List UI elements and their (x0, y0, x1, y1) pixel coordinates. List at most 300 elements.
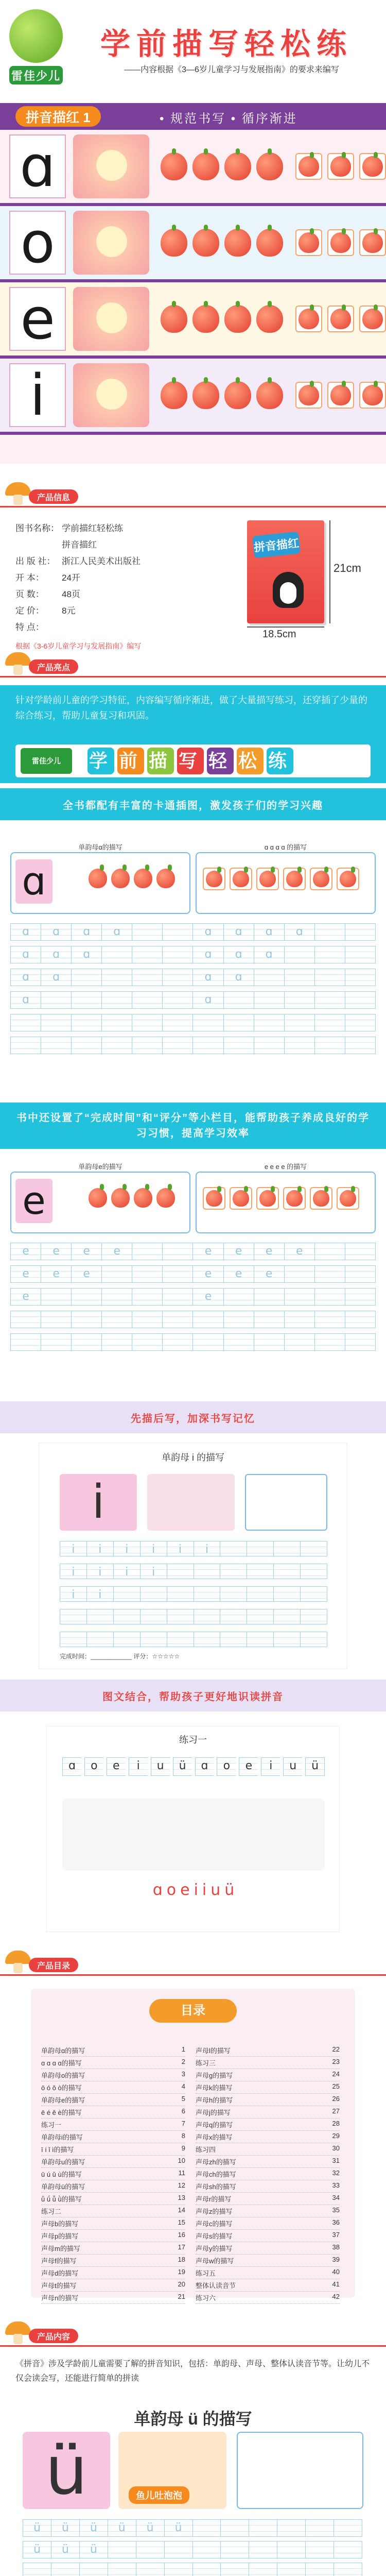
apple-icon (156, 1188, 175, 1208)
apple-box (283, 868, 306, 890)
toc-item (41, 2206, 185, 2217)
toc-item-title: 声母g的描写 (196, 2072, 233, 2079)
writing-cell (162, 1037, 192, 1054)
writing-cell (300, 1609, 327, 1624)
writing-cell (334, 2563, 362, 2576)
series-title-char: 前 (117, 748, 144, 774)
toc-item-title: 声母y的描写 (196, 2245, 233, 2252)
writing-cell (132, 991, 162, 1009)
practice-tone-card (196, 1163, 376, 1233)
mushroom-icon (5, 1951, 31, 1973)
apple-box (283, 1187, 306, 1210)
writing-cell (132, 946, 162, 963)
writing-cell (249, 2541, 277, 2558)
writing-cell: e (239, 1757, 258, 1776)
info-value: 8元 (62, 606, 76, 616)
toc-item-title: ō ó ǒ ò的描写 (41, 2084, 82, 2092)
writing-cell (132, 1333, 162, 1351)
writing-cell: i (113, 1541, 140, 1556)
writing-cell (345, 1333, 376, 1351)
section-tag: 产品内容 (29, 2329, 78, 2343)
apple-icon (286, 871, 303, 887)
practice-title: 单韵母 i 的描写 (161, 1452, 224, 1463)
toc-item (196, 2280, 340, 2292)
apple-box-row (203, 1187, 359, 1210)
writing-cell (345, 1265, 376, 1283)
answer-letter: i (202, 1881, 207, 1899)
toc-item-page: 15 (178, 2218, 185, 2226)
mini-logo: 雷佳少儿 (21, 748, 72, 774)
writing-row (10, 969, 376, 986)
product-info (10, 520, 376, 650)
divider (0, 2345, 386, 2347)
writing-cell (300, 1541, 327, 1556)
writing-cell (254, 1333, 284, 1351)
toc-item-page: 22 (332, 2045, 340, 2053)
toc-item (196, 2231, 340, 2242)
tree-logo-icon (9, 9, 63, 63)
hero-letter: ɑ (9, 134, 66, 198)
apple-icon (134, 869, 152, 888)
hero-subtitle: ——内容根据《3—6岁儿童学习与发展指南》的要求来编写 (124, 65, 339, 74)
writing-cell (220, 1541, 247, 1556)
info-key: 出 版 社： (15, 556, 56, 566)
writing-cell: ɑ (41, 969, 71, 986)
toc-item-title: 声母r的描写 (196, 2195, 232, 2203)
writing-cell (345, 969, 376, 986)
toc-item-page: 20 (178, 2280, 185, 2288)
writing-cell: e (71, 1243, 101, 1260)
toc-item (196, 2120, 340, 2131)
writing-cell: e (284, 1243, 314, 1260)
writing-cell (220, 2519, 249, 2537)
writing-cell (132, 923, 162, 941)
toc-item (41, 2218, 185, 2230)
writing-cell (273, 1541, 300, 1556)
info-value: 拼音描红 (62, 540, 97, 550)
book-cover-title: 拼音描红 (252, 531, 301, 558)
writing-cell (254, 969, 284, 986)
writing-cell: ɑ (41, 946, 71, 963)
toc-item-page: 27 (332, 2107, 340, 2115)
illustration-image (73, 363, 149, 427)
illustration-image (73, 211, 149, 275)
writing-cell (101, 946, 132, 963)
writing-cell (254, 1288, 284, 1306)
info-key: 页 数： (15, 589, 44, 599)
cartoon-illustrations (62, 1799, 325, 1871)
writing-cell (223, 1014, 254, 1031)
apple-box (310, 1187, 332, 1210)
writing-cell (220, 2541, 249, 2558)
writing-cell (314, 1037, 345, 1054)
writing-row (10, 946, 376, 963)
toc-item-page: 17 (178, 2243, 185, 2251)
toc-item (196, 2181, 340, 2193)
writing-cell (132, 1243, 162, 1260)
toc-item-title: 声母w的描写 (196, 2257, 234, 2265)
writing-cell: e (192, 1288, 223, 1306)
writing-cell: e (192, 1243, 223, 1260)
toc-item-page: 39 (332, 2256, 340, 2263)
toc-item-title: 练习四 (196, 2146, 216, 2154)
answer-letter: o (166, 1881, 177, 1899)
divider (0, 676, 386, 677)
toc-item-title: 练习三 (196, 2059, 216, 2067)
brand-logo (9, 9, 63, 87)
toc-item (41, 2231, 185, 2242)
writing-cell (41, 1333, 71, 1351)
writing-cell (192, 1014, 223, 1031)
writing-cell: i (194, 1541, 220, 1556)
writing-cell (71, 1311, 101, 1328)
toc-item-page: 29 (332, 2132, 340, 2140)
brand-logo-text: 雷佳少儿 (9, 66, 63, 84)
toc-item-page: 28 (332, 2120, 340, 2127)
writing-cell: ɑ (101, 923, 132, 941)
toc-item (41, 2181, 185, 2193)
practice-header (10, 1163, 376, 1233)
toc-item-title: 声母c的描写 (196, 2220, 233, 2228)
writing-cell (41, 1288, 71, 1306)
toc-item-page: 1 (181, 2045, 185, 2053)
writing-cell (108, 2541, 136, 2558)
apple-icon (134, 1188, 152, 1208)
writing-cell (284, 969, 314, 986)
writing-cell: ɑ (71, 946, 101, 963)
toc-item (196, 2107, 340, 2119)
info-row (15, 570, 232, 586)
apple-box-row (203, 868, 359, 890)
writing-cell (162, 1288, 192, 1306)
series-title-char: 轻 (207, 748, 234, 774)
writing-cell: u (283, 1757, 302, 1776)
writing-cell: i (113, 1564, 140, 1579)
apple-box (327, 382, 354, 409)
toc-item (41, 2169, 185, 2180)
writing-cell (140, 1632, 167, 1647)
toc-item-page: 23 (332, 2058, 340, 2065)
writing-cell (247, 1564, 273, 1579)
toc-item-page: 4 (181, 2082, 185, 2090)
writing-cell (345, 1014, 376, 1031)
toc-item-page: 37 (332, 2231, 340, 2239)
writing-cell (86, 1609, 113, 1624)
apple-icon (313, 1190, 329, 1207)
writing-cell (113, 1632, 140, 1647)
mushroom-icon (5, 652, 31, 675)
apple-icon (299, 385, 319, 405)
writing-cell (192, 1333, 223, 1351)
apple-row (89, 869, 175, 888)
toc-item-page: 26 (332, 2095, 340, 2103)
info-row (15, 619, 232, 636)
writing-cell: ü (108, 2519, 136, 2537)
dress-illustration (147, 1474, 235, 1531)
toc-item-page: 8 (181, 2132, 185, 2140)
writing-cell (10, 1311, 41, 1328)
writing-cell: e (192, 1265, 223, 1283)
letter-row (62, 1757, 325, 1776)
writing-cell (79, 2563, 108, 2576)
writing-cell (41, 1037, 71, 1054)
toc-item (41, 2095, 185, 2106)
info-row (15, 603, 232, 619)
toc-item-page: 18 (178, 2256, 185, 2263)
apple-icon (224, 152, 251, 180)
apple-box (230, 868, 252, 890)
writing-cell (113, 1586, 140, 1602)
mushroom-icon (5, 482, 31, 505)
apple-box (337, 1187, 359, 1210)
apple-icon (161, 381, 187, 409)
writing-cell (10, 1333, 41, 1351)
writing-cell: ɑ (223, 969, 254, 986)
practice-caption: e e e e 的描写 (264, 1163, 307, 1171)
writing-cell: i (86, 1541, 113, 1556)
apple-box (327, 306, 354, 332)
writing-cell (162, 946, 192, 963)
writing-cell: ɑ (192, 991, 223, 1009)
writing-cell (167, 1564, 194, 1579)
writing-cell (60, 1632, 86, 1647)
divider (0, 1974, 386, 1976)
writing-cell (162, 991, 192, 1009)
toc-item-page: 7 (181, 2120, 185, 2127)
toc-item (196, 2132, 340, 2143)
toc-item (196, 2157, 340, 2168)
apple-box-row (295, 153, 386, 180)
toc-item-page: 30 (332, 2144, 340, 2152)
writing-cell: ü (173, 1757, 192, 1776)
apple-box-row (295, 229, 386, 256)
writing-cell (71, 1288, 101, 1306)
writing-cell (41, 991, 71, 1009)
section-header-info (0, 479, 386, 510)
info-value: 48页 (62, 589, 80, 599)
series-title-char: 描 (147, 748, 174, 774)
writing-cell (132, 1311, 162, 1328)
writing-cell (334, 2519, 362, 2537)
hero-row (0, 359, 386, 435)
toc-item-title: 声母q的描写 (196, 2121, 233, 2129)
apple-icon (362, 385, 383, 405)
apple-icon (206, 1190, 222, 1207)
writing-row (60, 1609, 327, 1624)
toc-item-title: 单韵母u的描写 (41, 2158, 85, 2166)
writing-cell (113, 1609, 140, 1624)
apple-icon (111, 1188, 130, 1208)
writing-cell: ü (305, 1757, 325, 1776)
toc-item (196, 2256, 340, 2267)
practice-tone-card (196, 843, 376, 914)
info-row (15, 553, 232, 570)
apple-box (359, 229, 386, 256)
info-list (15, 520, 232, 654)
info-key (15, 537, 62, 553)
toc-item-title: ǖ ǘ ǚ ǜ的描写 (41, 2195, 82, 2203)
writing-cell: ɑ (223, 923, 254, 941)
writing-cell (71, 991, 101, 1009)
toc-item-page: 10 (178, 2157, 185, 2164)
toc-item-page: 34 (332, 2194, 340, 2201)
writing-cell (249, 2519, 277, 2537)
apple-box (256, 1187, 279, 1210)
section-tag: 产品亮点 (29, 659, 78, 674)
info-row (15, 537, 232, 553)
apple-box (359, 153, 386, 180)
writing-cell: e (254, 1243, 284, 1260)
answer-letter: ü (224, 1881, 235, 1899)
series-title (87, 748, 293, 774)
writing-cell (314, 1333, 345, 1351)
writing-row (23, 2541, 362, 2558)
writing-cell: ü (23, 2541, 51, 2558)
writing-cell (140, 1609, 167, 1624)
apple-box (256, 868, 279, 890)
hero-band-text: • 规范书写 • 循序渐进 (160, 112, 297, 126)
writing-cell (284, 1333, 314, 1351)
writing-cell: i (167, 1541, 194, 1556)
writing-cell (277, 2563, 305, 2576)
practice-letter: ü (23, 2432, 110, 2509)
practice-caption: ɑ ɑ ɑ ɑ 的描写 (264, 843, 307, 851)
writing-cell (223, 1333, 254, 1351)
toc-item (41, 2107, 185, 2119)
writing-cell (223, 1311, 254, 1328)
writing-cell: e (41, 1243, 71, 1260)
writing-cell (162, 1014, 192, 1031)
toc-item-page: 14 (178, 2206, 185, 2214)
writing-cell: e (10, 1243, 41, 1260)
toc-item-title: 声母t的描写 (41, 2282, 77, 2290)
toc-item-title: 声母f的描写 (41, 2257, 77, 2265)
writing-cell: u (151, 1757, 170, 1776)
apple-icon (256, 152, 283, 180)
writing-cell (51, 2563, 79, 2576)
toc-item-page: 36 (332, 2218, 340, 2226)
writing-cell (247, 1632, 273, 1647)
toc-item-page: 33 (332, 2181, 340, 2189)
writing-cell (10, 1014, 41, 1031)
apple-box (295, 229, 322, 256)
writing-cell: e (71, 1265, 101, 1283)
toc-item-page: 6 (181, 2107, 185, 2115)
series-title-char: 学 (87, 748, 114, 774)
writing-cell (167, 1586, 194, 1602)
writing-cell (314, 923, 345, 941)
toc-item-title: 声母n的描写 (41, 2294, 79, 2302)
writing-cell: ü (136, 2519, 164, 2537)
section-header-toc (0, 1947, 386, 1978)
book-cover-image (247, 520, 324, 623)
toc-item-title: 声母s的描写 (196, 2232, 233, 2240)
practice-caption: 单韵母ɑ的描写 (78, 843, 122, 851)
toc-item-title: 练习五 (196, 2269, 216, 2277)
info-key: 图书名称： (15, 523, 59, 533)
section-header-features (0, 649, 386, 680)
writing-cell (284, 991, 314, 1009)
toc-item (196, 2045, 340, 2057)
apple-box (295, 306, 322, 332)
toc-item-title: 单韵母e的描写 (41, 2096, 85, 2104)
writing-cell (273, 1632, 300, 1647)
toc-item (41, 2045, 185, 2057)
writing-cell (136, 2563, 164, 2576)
writing-row (10, 1288, 376, 1306)
writing-cell (194, 1609, 220, 1624)
toc-item-title: 练习六 (196, 2294, 216, 2302)
toc-item (196, 2070, 340, 2081)
hero-row (0, 130, 386, 206)
toc-item-title: 声母l的描写 (196, 2047, 231, 2055)
mushroom-icon (5, 2321, 31, 2344)
apple-icon (161, 305, 187, 333)
toc-item-title: 单韵母ɑ的描写 (41, 2047, 85, 2055)
apple-icon (233, 871, 249, 887)
writing-cell (162, 1311, 192, 1328)
info-row (15, 586, 232, 603)
toc-item-title: 声母x的描写 (196, 2133, 233, 2141)
section-tag: 产品目录 (29, 1958, 78, 1972)
hero-row (0, 206, 386, 282)
writing-cell (167, 1632, 194, 1647)
toc-item-title: 单韵母ü的描写 (41, 2183, 85, 2191)
writing-cell: i (261, 1757, 280, 1776)
toc-item (196, 2268, 340, 2279)
feature-banner: 图文结合，帮助孩子更好地识读拼音 (0, 1680, 386, 1711)
writing-cell (162, 969, 192, 986)
apple-box (337, 868, 359, 890)
apple-icon (256, 381, 283, 409)
toc-item-page: 41 (332, 2280, 340, 2288)
feature-banner: 书中还设置了“完成时间”和“评分”等小栏目，能帮助孩子养成良好的学习习惯，提高学习效率 (0, 1103, 386, 1149)
toc-item-page: 11 (178, 2169, 185, 2177)
writing-cell (314, 946, 345, 963)
apple-icon (362, 232, 383, 253)
practice-caption: 单韵母e的描写 (78, 1163, 122, 1171)
writing-cell (223, 1288, 254, 1306)
writing-cell (132, 969, 162, 986)
writing-cell: ɑ (10, 946, 41, 963)
apple-icon (340, 1190, 356, 1207)
illustration-image (73, 287, 149, 351)
writing-cell (167, 1609, 194, 1624)
toc-column-left (41, 2045, 185, 2305)
writing-cell (10, 1037, 41, 1054)
info-value: 学前描红轻松练 (62, 523, 123, 533)
writing-cell: i (60, 1586, 86, 1602)
writing-cell (132, 1265, 162, 1283)
writing-cell (273, 1564, 300, 1579)
apple-row (161, 229, 283, 257)
series-strip (15, 744, 371, 777)
writing-cell: ɑ (254, 923, 284, 941)
toc-item-title: 单韵母o的描写 (41, 2072, 85, 2079)
toc-title: 目录 (149, 1999, 237, 2023)
writing-cell: ɑ (10, 923, 41, 941)
writing-cell (300, 1564, 327, 1579)
writing-cell (277, 2541, 305, 2558)
toc-item (196, 2169, 340, 2180)
writing-cell (132, 1014, 162, 1031)
answer-letter: e (180, 1881, 190, 1899)
writing-cell (247, 1586, 273, 1602)
apple-box (359, 306, 386, 332)
toc-item (41, 2280, 185, 2292)
writing-cell (132, 1288, 162, 1306)
writing-cell (86, 1632, 113, 1647)
